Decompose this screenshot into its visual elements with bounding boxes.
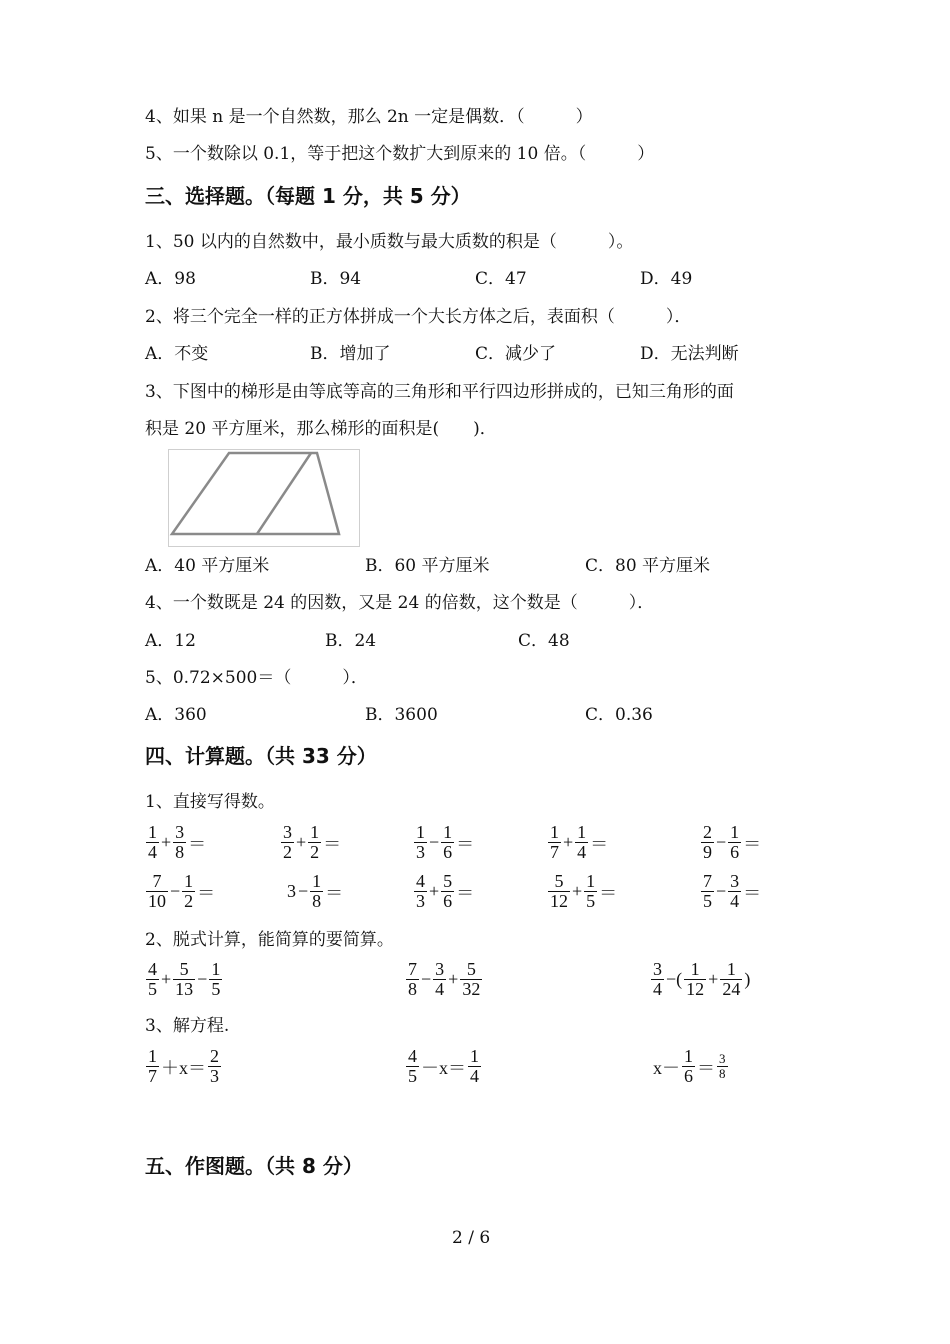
q3-1-option-d: D．49 (640, 269, 693, 289)
equals-sign: ＝ (590, 833, 609, 854)
q3-5-option-b: B．3600 (365, 705, 438, 725)
denominator: 6 (730, 842, 740, 862)
step-calc-expression (405, 960, 483, 999)
fraction (684, 960, 706, 999)
numerator: 3 (435, 959, 445, 979)
fraction (441, 823, 454, 862)
direct-calc-expression (280, 823, 342, 862)
trapezoid-outline (172, 453, 339, 534)
equals-sign: ＝ (743, 882, 762, 903)
fraction (468, 1047, 481, 1086)
q3-3-option-a: A．40 平方厘米 (145, 556, 270, 576)
numerator: 3 (719, 1051, 726, 1066)
q3-1-option-c: C．47 (475, 269, 527, 289)
denominator: 10 (148, 891, 166, 911)
fraction (460, 960, 482, 999)
section-4-title: 四、计算题。（共 33 分） (145, 744, 377, 768)
operator: − (197, 969, 208, 989)
fraction (720, 960, 742, 999)
numerator: 4 (148, 959, 157, 979)
equation (652, 1047, 729, 1086)
numerator: 5 (179, 959, 189, 979)
fraction (433, 960, 446, 999)
fraction (441, 872, 454, 911)
numerator: 3 (653, 959, 662, 979)
q3-5-text: 5、0.72×500＝（ ）． (145, 668, 368, 688)
q3-5-option-a: A．360 (145, 705, 207, 725)
numerator: 1 (184, 871, 194, 891)
denominator: 2 (283, 842, 292, 862)
numerator: 4 (408, 1046, 417, 1066)
denominator: 13 (175, 979, 194, 999)
trapezoid-figure (168, 449, 360, 547)
numerator: 7 (408, 959, 417, 979)
denominator: 8 (719, 1066, 726, 1081)
numerator: 1 (312, 871, 322, 891)
fraction (414, 823, 427, 862)
q3-5-option-c: C．0.36 (585, 705, 653, 725)
operator: ＝ (697, 1057, 715, 1078)
operator: − (298, 881, 309, 901)
fraction (651, 960, 664, 999)
denominator: 4 (577, 842, 587, 862)
q3-3-text-line2: 积是 20 平方厘米，那么梯形的面积是( )． (145, 419, 497, 439)
section-3-title: 三、选择题。（每题 1 分，共 5 分） (145, 184, 471, 208)
operator: + (563, 832, 574, 852)
fraction (406, 1047, 419, 1086)
numerator: 2 (210, 1046, 219, 1066)
denominator: 8 (408, 979, 417, 999)
direct-calc-expression (547, 823, 609, 862)
equals-sign: ＝ (188, 833, 207, 854)
numerator: 5 (554, 871, 564, 891)
denominator: 7 (148, 1066, 157, 1086)
fraction (728, 823, 741, 862)
denominator: 5 (408, 1066, 417, 1086)
denominator: 2 (184, 891, 194, 911)
numerator: 7 (703, 871, 712, 891)
q3-2-option-d: D．无法判断 (640, 344, 739, 364)
operator: + (448, 969, 459, 989)
fraction (406, 960, 419, 999)
q3-3-text-line1: 3、下图中的梯形是由等底等高的三角形和平行四边形拼成的，已知三角形的面 (145, 382, 734, 402)
calc-sub3-label: 3、解方程. (145, 1016, 230, 1036)
denominator: 24 (722, 979, 741, 999)
operator: − (716, 881, 727, 901)
fraction (701, 872, 714, 911)
numerator: 5 (466, 959, 476, 979)
numerator: 7 (152, 871, 162, 891)
denominator: 7 (550, 842, 559, 862)
denominator: 6 (443, 891, 453, 911)
q3-3-option-b: B．60 平方厘米 (365, 556, 490, 576)
denominator: 5 (211, 979, 221, 999)
equals-sign: ＝ (456, 833, 475, 854)
denominator: 4 (730, 891, 740, 911)
q3-4-option-a: A．12 (145, 631, 196, 651)
denominator: 3 (416, 842, 425, 862)
operator: + (296, 832, 307, 852)
equals-sign: ＝ (743, 833, 762, 854)
operator: ) (744, 969, 751, 989)
q3-2-text: 2、将三个完全一样的正方体拼成一个大长方体之后，表面积（ ）． (145, 307, 692, 327)
numerator: 1 (416, 822, 425, 842)
denominator: 4 (470, 1066, 479, 1086)
direct-calc-expression (145, 872, 216, 911)
denominator: 8 (175, 842, 185, 862)
q3-4-option-b: B．24 (325, 631, 377, 651)
operator: + (429, 881, 440, 901)
denominator: 5 (148, 979, 157, 999)
operator: − (716, 832, 727, 852)
denominator: 8 (312, 891, 322, 911)
equals-sign: ＝ (599, 882, 618, 903)
step-calc-expression (145, 960, 223, 999)
fraction (701, 823, 714, 862)
equation (405, 1047, 482, 1086)
section-5-title: 五、作图题。（共 8 分） (145, 1154, 363, 1178)
fraction (146, 872, 168, 911)
denominator: 12 (686, 979, 705, 999)
operator: + (161, 969, 172, 989)
numerator: 2 (703, 822, 712, 842)
numerator: 1 (443, 822, 453, 842)
numerator: 4 (416, 871, 425, 891)
trapezoid-divider (257, 453, 311, 534)
fraction (146, 1047, 159, 1086)
operator: − (170, 881, 181, 901)
fraction (173, 823, 186, 862)
equals-sign: ＝ (323, 833, 342, 854)
denominator: 4 (435, 979, 445, 999)
fraction (281, 823, 294, 862)
denominator: 5 (703, 891, 712, 911)
denominator: 12 (550, 891, 568, 911)
denominator: 32 (462, 979, 481, 999)
operator: −( (666, 969, 683, 989)
q3-4-option-c: C．48 (518, 631, 570, 651)
equals-sign: ＝ (325, 882, 344, 903)
numerator: 1 (577, 822, 587, 842)
numerator: 1 (211, 959, 221, 979)
judge-item-4: 4、如果 n 是一个自然数，那么 2n 一定是偶数．（ ） (145, 107, 593, 127)
numerator: 1 (550, 822, 559, 842)
fraction (173, 960, 195, 999)
operator: + (572, 881, 583, 901)
numerator: 3 (283, 822, 292, 842)
numerator: 3 (730, 871, 740, 891)
equals-sign: ＝ (456, 882, 475, 903)
fraction (208, 1047, 221, 1086)
numerator: 1 (730, 822, 740, 842)
direct-calc-expression (547, 872, 618, 911)
numerator: 1 (684, 1046, 693, 1066)
fraction (548, 823, 561, 862)
q3-2-option-a: A．不变 (145, 344, 209, 364)
numerator: 1 (148, 1046, 157, 1066)
operator: − (429, 832, 440, 852)
fraction (308, 823, 321, 862)
fraction (682, 1047, 695, 1086)
fraction (584, 872, 597, 911)
operator: ＋x＝ (161, 1057, 206, 1078)
judge-item-5: 5、一个数除以 0.1，等于把这个数扩大到原来的 10 倍。（ ） (145, 144, 655, 164)
fraction (146, 823, 159, 862)
fraction (182, 872, 195, 911)
calc-sub1-label: 1、直接写得数。 (145, 792, 275, 812)
trapezoid-diagram (169, 450, 359, 546)
numerator: 1 (310, 822, 320, 842)
operator: x－ (653, 1057, 680, 1078)
direct-calc-expression (413, 823, 475, 862)
q3-2-option-c: C．减少了 (475, 344, 557, 364)
operator: − (421, 969, 432, 989)
fraction (548, 872, 570, 911)
numerator: 1 (470, 1046, 479, 1066)
fraction (575, 823, 588, 862)
denominator: 3 (416, 891, 425, 911)
fraction (146, 960, 159, 999)
denominator: 4 (148, 842, 157, 862)
numerator: 1 (148, 822, 157, 842)
denominator: 3 (210, 1066, 219, 1086)
direct-calc-expression (286, 872, 344, 911)
q3-1-option-a: A．98 (145, 269, 196, 289)
direct-calc-expression (413, 872, 475, 911)
q3-1-option-b: B．94 (310, 269, 362, 289)
operator: －x＝ (421, 1057, 466, 1078)
fraction (717, 1052, 728, 1081)
direct-calc-expression (145, 823, 207, 862)
q3-4-text: 4、一个数既是 24 的因数，又是 24 的倍数，这个数是（ ）． (145, 593, 655, 613)
numerator: 1 (586, 871, 596, 891)
fraction (728, 872, 741, 911)
fraction (209, 960, 222, 999)
numerator: 3 (175, 822, 185, 842)
q3-1-text: 1、50 以内的自然数中，最小质数与最大质数的积是（ ）。 (145, 232, 634, 252)
operator: + (161, 832, 172, 852)
equals-sign: ＝ (197, 882, 216, 903)
page-number: 2 / 6 (452, 1228, 491, 1248)
denominator: 6 (443, 842, 453, 862)
direct-calc-expression (700, 823, 762, 862)
step-calc-expression (650, 960, 751, 999)
numerator: 1 (690, 959, 700, 979)
denominator: 6 (684, 1066, 693, 1086)
q3-3-option-c: C．80 平方厘米 (585, 556, 711, 576)
fraction (310, 872, 323, 911)
direct-calc-expression (700, 872, 762, 911)
q3-2-option-b: B．增加了 (310, 344, 391, 364)
denominator: 9 (703, 842, 712, 862)
integer: 3 (287, 881, 296, 901)
denominator: 2 (310, 842, 320, 862)
fraction (414, 872, 427, 911)
numerator: 5 (443, 871, 453, 891)
equation (145, 1047, 222, 1086)
denominator: 4 (653, 979, 662, 999)
denominator: 5 (586, 891, 596, 911)
operator: + (708, 969, 719, 989)
calc-sub2-label: 2、脱式计算，能简算的要简算。 (145, 930, 394, 950)
numerator: 1 (726, 959, 736, 979)
